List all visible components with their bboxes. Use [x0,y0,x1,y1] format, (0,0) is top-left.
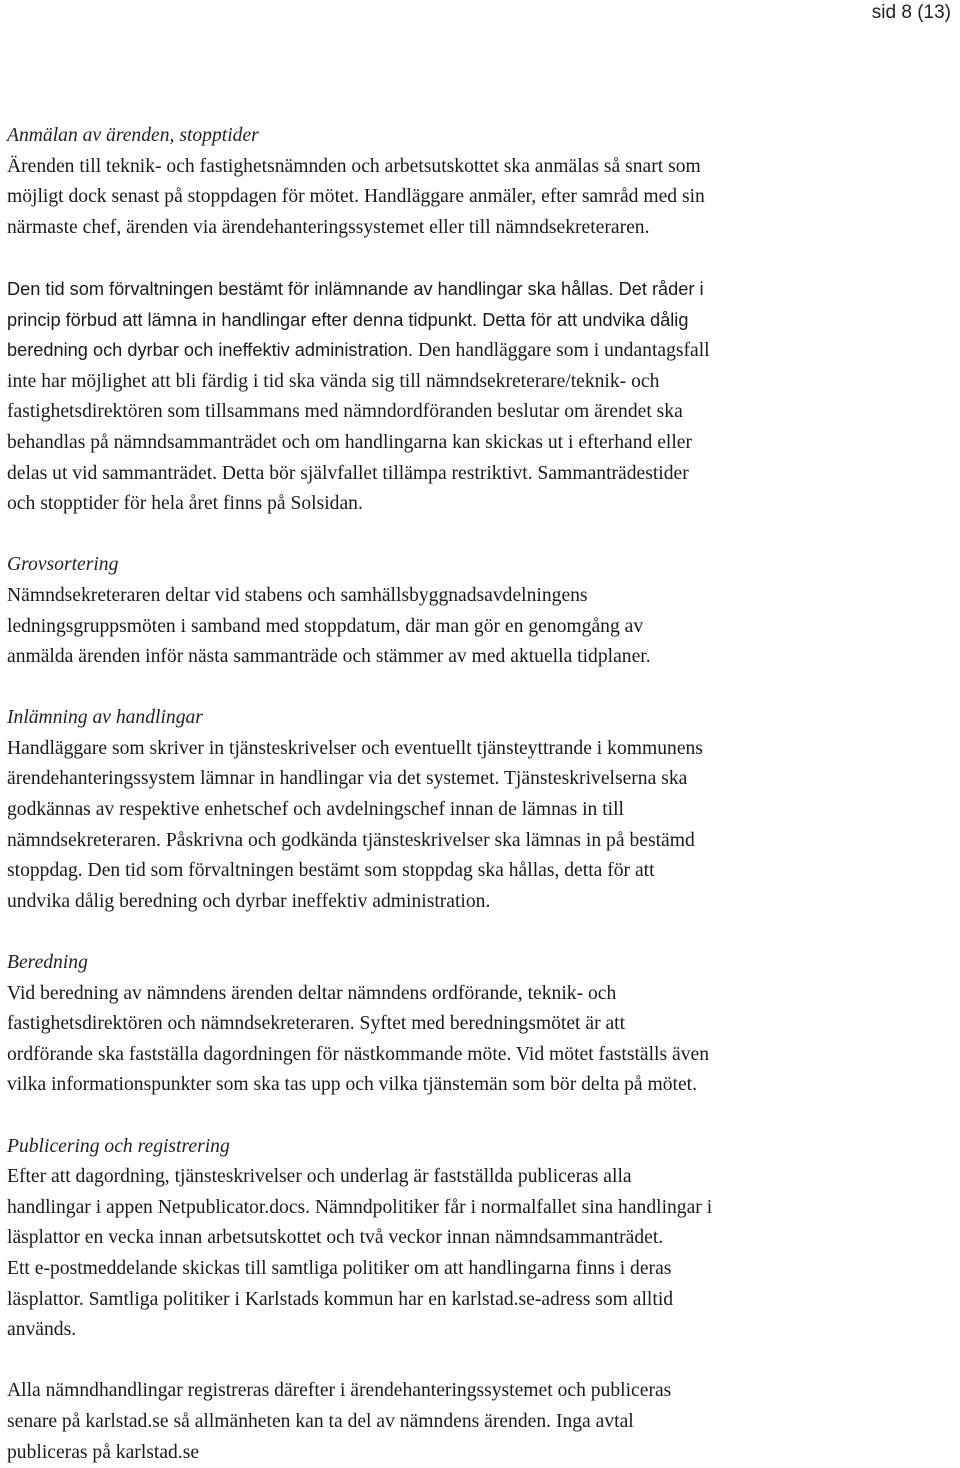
text-line: Efter att dagordning, tjänsteskrivelser och underlag är fastställda publiceras alla [7,1166,632,1188]
text-line: möjligt dock senast på stoppdagen för mötet. Handläggare anmäler, efter samråd med sin [7,186,705,208]
section-grovsortering [7,550,952,672]
text-line: godkännas av respektive enhetschef och avdelningschef innan de lämnas in till [7,799,625,821]
paragraph [7,274,952,520]
text-line: ärendehanteringssystem lämnar in handlingar via det systemet. Tjänsteskrivelserna ska [7,768,688,790]
text-line: publiceras på karlstad.se [7,1441,200,1463]
text-line: Ett e-postmeddelande skickas till samtliga politiker om att handlingarna finns i deras [7,1257,672,1279]
page-number: sid 8 (13) [871,2,951,23]
text-line: Vid beredning av nämndens ärenden deltar nämndens ordförande, teknik- och [7,982,617,1004]
paragraph [7,1376,952,1468]
section-heading: Beredning [7,952,88,974]
text-line: senare på karlstad.se så allmänheten kan ta del av nämndens ärenden. Inga avtal [7,1410,634,1432]
text-line: ledningsgruppsmöten i samband med stoppdatum, där man gör en genomgång av [7,615,644,637]
text-line: läsplattor en vecka innan arbetsutskottet och två veckor innan nämndsammanträdet. [7,1227,664,1249]
text-line: används. [7,1319,77,1341]
text-line: och stopptider för hela året finns på Solsidan. [7,493,363,515]
text-line: stoppdag. Den tid som förvaltningen bestämt som stoppdag ska hållas, detta för att [7,860,655,882]
paragraph [7,734,952,918]
document-body [7,121,952,1468]
section-heading: Grovsortering [7,554,119,576]
text-line: Den handläggare som i undantagsfall [413,340,710,362]
text-line: nämndsekreteraren. Påskrivna och godkända tjänsteskrivelser ska lämnas in på bestämd [7,829,695,851]
section-anmalan [7,121,952,520]
section-heading: Inlämning av handlingar [7,707,203,729]
paragraph [7,581,952,673]
text-line: Den tid som förvaltningen bestämt för inlämnande av handlingar ska hållas. Det råder i [7,278,704,299]
text-line: fastighetsdirektören och nämndsekreteraren. Syftet med beredningsmötet är att [7,1013,626,1035]
text-line: närmaste chef, ärenden via ärendehanteringssystemet eller till nämndsekreteraren. [7,216,650,238]
text-line: Alla nämndhandlingar registreras därefter i ärendehanteringssystemet och publiceras [7,1380,672,1402]
text-line: behandlas på nämndsammanträdet och om handlingarna kan skickas ut i efterhand eller [7,431,692,453]
section-heading: Anmälan av ärenden, stopptider [7,125,259,146]
section-heading: Publicering och registrering [7,1135,230,1157]
text-line: handlingar i appen Netpublicator.docs. Nämndpolitiker får i normalfallet sina handlingar i [7,1196,713,1218]
text-line: vilka informationspunkter som ska tas upp och vilka tjänstemän som bör delta på mötet. [7,1074,698,1096]
text-line: inte har möjlighet att bli färdig i tid ska vända sig till nämndsekreterare/teknik- och [7,370,660,392]
text-line: ordförande ska fastställa dagordningen för nästkommande möte. Vid mötet fastställs även [7,1043,710,1065]
text-line: undvika dålig beredning och dyrbar ineffektiv administration. [7,890,491,912]
text-line: anmälda ärenden inför nästa sammanträde och stämmer av med aktuella tidplaner. [7,646,651,668]
section-beredning [7,948,952,1101]
text-line: fastighetsdirektören som tillsammans med nämndordföranden beslutar om ärendet ska [7,401,683,423]
text-line: läsplattor. Samtliga politiker i Karlstads kommun har en karlstad.se-adress som alltid [7,1288,674,1310]
paragraph [7,979,952,1101]
text-line: Handläggare som skriver in tjänsteskrivelser och eventuellt tjänsteyttrande i kommunens [7,737,703,759]
paragraph [7,1162,952,1346]
text-line: delas ut vid sammanträdet. Detta bör självfallet tillämpa restriktivt. Sammanträdestider [7,462,689,484]
section-inlamning [7,703,952,917]
text-line: Nämndsekreteraren deltar vid stabens och samhällsbyggnadsavdelningens [7,584,588,606]
section-publicering [7,1132,952,1468]
text-line: beredning och dyrbar och ineffektiv administration. [7,340,414,361]
text-line: princip förbud att lämna in handlingar efter denna tidpunkt. Detta för att undvika dålig [7,309,689,330]
paragraph [7,152,952,244]
text-line: Ärenden till teknik- och fastighetsnämnden och arbetsutskottet ska anmälas så snart som [7,155,701,177]
